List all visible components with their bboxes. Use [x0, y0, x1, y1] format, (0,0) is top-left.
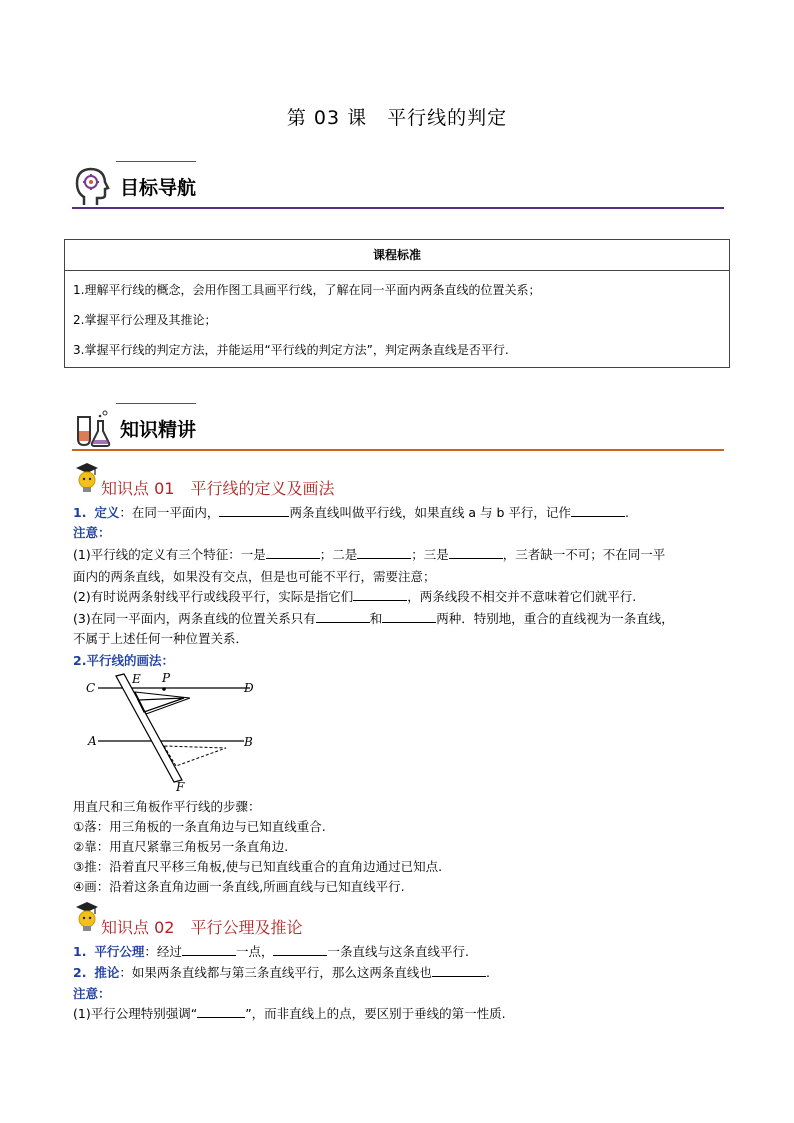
point-p: [162, 687, 166, 691]
knowledge-point-title: 知识点 01 平行线的定义及画法: [101, 479, 335, 498]
label-p: P: [162, 671, 171, 685]
text: (1)平行公理特别强调“: [73, 1006, 198, 1021]
knowledge-point-02: [73, 913, 473, 941]
text: ：如果两条直线都与第三条直线平行，那么这两条直线也: [119, 965, 432, 980]
text: 和: [369, 611, 383, 626]
text: (3)在同一平面内，两条直线的位置关系只有: [73, 611, 316, 626]
text: 一条直线与这条直线平行.: [327, 944, 469, 959]
note-3: [73, 608, 723, 629]
text: (1)平行线的定义有三个特征：一是: [73, 547, 266, 562]
fill-blank: [432, 964, 486, 977]
section-rule: [72, 449, 724, 451]
header-top-line: [116, 161, 196, 162]
section-label: 目标导航: [120, 177, 197, 199]
label-a: A: [88, 734, 97, 748]
note-1: [73, 1003, 723, 1024]
label-f: F: [176, 780, 185, 792]
note-2: [73, 586, 723, 607]
term-label: 平行公理: [94, 944, 145, 959]
fill-blank: [357, 546, 411, 559]
fill-blank: [182, 943, 236, 956]
corollary-line: [73, 962, 723, 983]
label-b: B: [244, 735, 253, 749]
list-number: 1.: [73, 505, 87, 520]
definition-line: [73, 502, 723, 523]
text: ：在同一平面内，: [119, 505, 220, 520]
note-3-cont: 不属于上述任何一种位置关系．: [73, 631, 249, 646]
fill-blank: [219, 504, 289, 517]
text: ，两条线段不相交并不意味着它们就平行.: [407, 589, 637, 604]
scholar-bulb-icon: [73, 899, 101, 933]
label-e: E: [132, 672, 141, 686]
text: .: [624, 505, 629, 520]
page-title: 第 03 课 平行线的判定: [286, 107, 508, 129]
term-label: 推论: [94, 965, 120, 980]
table-row: 1.理解平行线的概念，会用作图工具画平行线，了解在同一平面内两条直线的位置关系；: [73, 283, 541, 297]
header-top-line: [116, 403, 196, 404]
section-header-goals: [72, 161, 724, 209]
fill-blank: [571, 504, 625, 517]
label-c: C: [86, 681, 96, 695]
table-row: 2.掌握平行公理及其推论；: [73, 313, 217, 327]
note-label: 注意：: [73, 525, 111, 540]
knowledge-point-01: [73, 474, 473, 502]
section-header-knowledge: [72, 403, 724, 451]
fill-blank: [449, 546, 503, 559]
table-row: 3.掌握平行线的判定方法，并能运用“平行线的判定方法”，判定两条直线是否平行.: [73, 343, 509, 357]
standards-table: [64, 239, 730, 368]
text: 两种．特别地，重合的直线视为一条直线，: [436, 611, 674, 626]
list-number: 2.: [73, 965, 87, 980]
scholar-bulb-icon: [73, 460, 101, 494]
section-label: 知识精讲: [120, 419, 197, 441]
note-1-cont: 面内的两条直线，如果没有交点，但是也可能不平行，需要注意；: [73, 569, 436, 584]
fill-blank: [197, 1005, 245, 1018]
text: ：经过: [144, 944, 182, 959]
text: ，三者缺一不可；不在同一平: [502, 547, 666, 562]
list-item: ④画：沿着这条直角边画一条直线,所画直线与已知直线平行.: [73, 879, 405, 894]
fill-blank: [382, 610, 436, 623]
term-label: 定义: [94, 505, 120, 520]
note-1: [73, 544, 723, 565]
lab-flask-icon: [72, 407, 112, 449]
fill-blank: [316, 610, 370, 623]
fill-blank: [266, 546, 320, 559]
steps-title: 用直尺和三角板作平行线的步骤：: [73, 799, 261, 814]
fill-blank: [353, 588, 407, 601]
fill-blank: [273, 943, 327, 956]
parallel-drawing-figure: [80, 668, 270, 792]
text: .: [485, 965, 490, 980]
list-item: ①落：用三角板的一条直角边与已知直线重合.: [73, 819, 326, 834]
knowledge-point-title: 知识点 02 平行公理及推论: [101, 918, 303, 937]
section-rule: [72, 207, 724, 209]
text: 一点，: [235, 944, 274, 959]
text: 两条直线叫做平行线，如果直线 a 与 b 平行，记作: [289, 505, 571, 520]
note-label: 注意：: [73, 986, 111, 1001]
table-header: 课程标准: [65, 240, 729, 271]
text: ；二是: [319, 547, 358, 562]
drawing-method-title: 2.平行线的画法：: [73, 653, 174, 668]
text: ”，而非直线上的点，要区别于垂线的第一性质.: [245, 1006, 506, 1021]
text: (2)有时说两条射线平行或线段平行，实际是指它们: [73, 589, 354, 604]
label-d: D: [244, 681, 254, 695]
text: ；三是: [411, 547, 449, 562]
list-number: 1.: [73, 944, 87, 959]
list-item: ③推：沿着直尺平移三角板,使与已知直线重合的直角边通过已知点.: [73, 859, 443, 874]
list-item: ②靠：用直尺紧靠三角板另一条直角边.: [73, 839, 289, 854]
head-gear-icon: [74, 165, 110, 207]
axiom-line: [73, 941, 723, 962]
